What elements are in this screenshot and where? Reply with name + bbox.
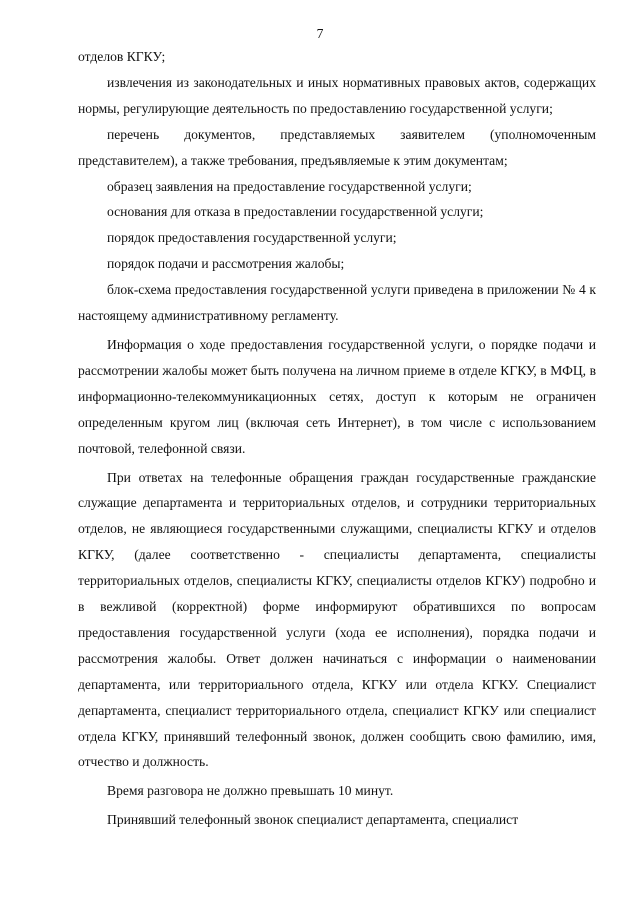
- paragraph-list-item: блок-схема предоставления государственной услуги приведена в приложении № 4 к настоящему административному регламенту.: [78, 282, 596, 324]
- paragraph-continuation: отделов КГКУ;: [78, 49, 166, 64]
- page-body: [78, 44, 596, 833]
- page-number: 7: [316, 26, 324, 41]
- paragraph: Информация о ходе предоставления государственной услуги, о порядке подачи и рассмотрении жалобы может быть получена на личном приеме в отделе КГКУ, в МФЦ, в информационно-телекоммуникационных сетях, доступ к которым не ограничен определенным кругом лиц (включая сеть Интернет), в том числе с использованием почтовой, телефонной связи.: [78, 336, 596, 456]
- paragraph: При ответах на телефонные обращения граждан государственные гражданские служащие департамента и территориальных отделов, и сотрудники территориальных отделов, не являющиеся государственными служащими, специалисты КГКУ и отделов КГКУ, (далее соответственно - специалисты департамента, специалисты территориальных отделов, специалисты КГКУ, специалисты отделов КГКУ) подробно и в вежливой (корректной) форме информируют обратившихся по вопросам предоставления государственной услуги (хода ее исполнения), порядка подачи и рассмотрения жалобы. Ответ должен начинаться с информации о наименовании департамента, или территориального отдела, КГКУ или отдела КГКУ. Специалист департамента, специалист территориального отдела, специалист КГКУ или специалист отдела КГКУ, принявший телефонный звонок, должен сообщить свою фамилию, имя, отчество и должность.: [78, 469, 596, 770]
- paragraph-list-item: перечень документов, представляемых заявителем (уполномоченным представителем), а также требования, предъявляемые к этим документам;: [78, 126, 596, 168]
- paragraph-list-item: извлечения из законодательных и иных нормативных правовых актов, содержащих нормы, регулирующие деятельность по предоставлению государственной услуги;: [78, 74, 596, 116]
- paragraph: Принявший телефонный звонок специалист департамента, специалист: [107, 812, 519, 828]
- paragraph-list-item: образец заявления на предоставление государственной услуги;: [107, 178, 472, 194]
- paragraph-list-item: основания для отказа в предоставлении государственной услуги;: [107, 204, 484, 220]
- paragraph: Время разговора не должно превышать 10 минут.: [107, 783, 394, 799]
- paragraph-list-item: порядок подачи и рассмотрения жалобы;: [107, 256, 345, 272]
- paragraph-list-item: порядок предоставления государственной услуги;: [107, 230, 397, 246]
